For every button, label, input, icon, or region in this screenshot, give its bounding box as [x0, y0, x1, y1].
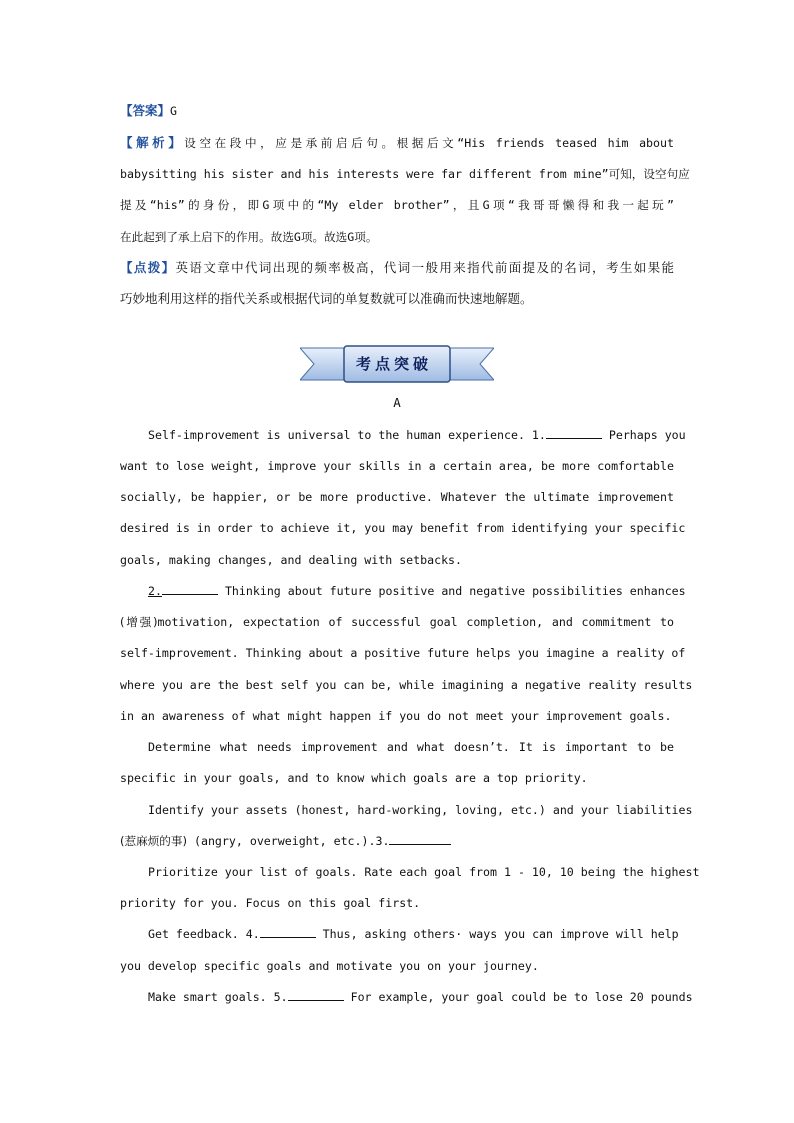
tip-line-2: 巧妙地利用这样的指代关系或根据代词的单复数就可以准确而快速地解题。	[120, 291, 533, 306]
answer-value: G	[170, 104, 177, 118]
blank-4[interactable]	[260, 925, 316, 938]
passage-p2-line-1	[120, 581, 686, 601]
p4-gloss: (惹麻烦的事)	[120, 834, 188, 848]
analysis-tag: 【解析】	[120, 135, 185, 150]
p2-number: 2.	[148, 584, 162, 598]
p1-text-a: Self-improvement is universal to the human experience. 1.	[148, 428, 546, 442]
passage-p5-line-1: Prioritize your list of goals. Rate each goal from 1 - 10, 10 being the highest	[148, 865, 700, 879]
p4-text-2: (angry, overweight, etc.).3.	[187, 834, 390, 848]
analysis-line-2: babysitting his sister and his interests were far different from mine”可知，设空句应	[120, 167, 690, 181]
p2-text-2: motivation, expectation of successful goal completion, and commitment to	[157, 615, 675, 629]
passage-p2-line-5: in an awareness of what might happen if you do not meet your improvement goals.	[120, 709, 672, 723]
answer-line	[120, 101, 674, 121]
blank-1[interactable]	[546, 426, 602, 439]
passage-p3-line-2: specific in your goals, and to know which goals are a top priority.	[120, 771, 588, 785]
section-label: A	[393, 395, 401, 410]
passage-p1-line-5: goals, making changes, and dealing with setbacks.	[120, 553, 463, 567]
passage-p1-line-1	[120, 425, 686, 445]
analysis-line-1	[120, 133, 674, 153]
analysis-text-1: 设空在段中，应是承前启后句。根据后文“His friends teased him about	[184, 136, 674, 150]
passage-p1-line-3: socially, be happier, or be more productive. Whatever the ultimate improvement	[120, 490, 674, 504]
p2-text-1: Thinking about future positive and negative possibilities enhances	[217, 584, 686, 598]
passage-p1-line-4: desired is in order to achieve it, you may benefit from identifying your specific	[120, 521, 686, 535]
blank-3[interactable]	[389, 832, 451, 845]
answer-tag: 【答案】	[120, 103, 171, 118]
passage-p3-line-1: Determine what needs improvement and what doesn’t. It is important to be	[148, 740, 674, 754]
banner-label: 考点突破	[355, 355, 432, 373]
analysis-line-3: 提及“his”的身份，即G项中的“My elder brother”，且G项“我哥哥懒得和我一起玩”	[120, 198, 674, 212]
passage-p2-line-4: where you are the best self you can be, while imagining a negative reality results	[120, 678, 693, 692]
p6-text-a: Get feedback. 4.	[148, 927, 260, 941]
passage-p4-line-1: Identify your assets (honest, hard-working, loving, etc.) and your liabilities	[148, 803, 693, 817]
p1-text-b: Perhaps you	[601, 428, 686, 442]
passage-p6-line-2: you develop specific goals and motivate you on your journey.	[120, 959, 539, 973]
passage-p5-line-2: priority for you. Focus on this goal first.	[120, 896, 421, 910]
p7-text-a: Make smart goals. 5.	[148, 990, 288, 1004]
passage-p2-line-2	[120, 612, 674, 632]
blank-2[interactable]	[162, 582, 218, 595]
p7-text-b: For example, your goal could be to lose 20 pounds	[343, 990, 693, 1004]
blank-5[interactable]	[288, 988, 344, 1001]
passage-p4-line-2	[120, 831, 674, 851]
tip-text-1: 英语文章中代词出现的频率极高，代词一般用来指代前面提及的名词，考生如果能	[175, 260, 674, 275]
analysis-line-4: 在此起到了承上启下的作用。故选G项。故选G项。	[120, 230, 378, 244]
passage-p2-line-3: self-improvement. Thinking about a positive future helps you imagine a reality of	[120, 646, 686, 660]
passage-p7-line-1	[120, 987, 693, 1007]
passage-p1-line-2: want to lose weight, improve your skills in a certain area, be more comfortable	[120, 459, 674, 473]
p2-gloss: (增强)	[120, 615, 158, 629]
tip-tag: 【点拨】	[120, 260, 176, 275]
tip-line-1	[120, 258, 674, 278]
passage-p6-line-1	[120, 924, 679, 944]
p6-text-b: Thus, asking others· ways you can improve will help	[315, 927, 679, 941]
